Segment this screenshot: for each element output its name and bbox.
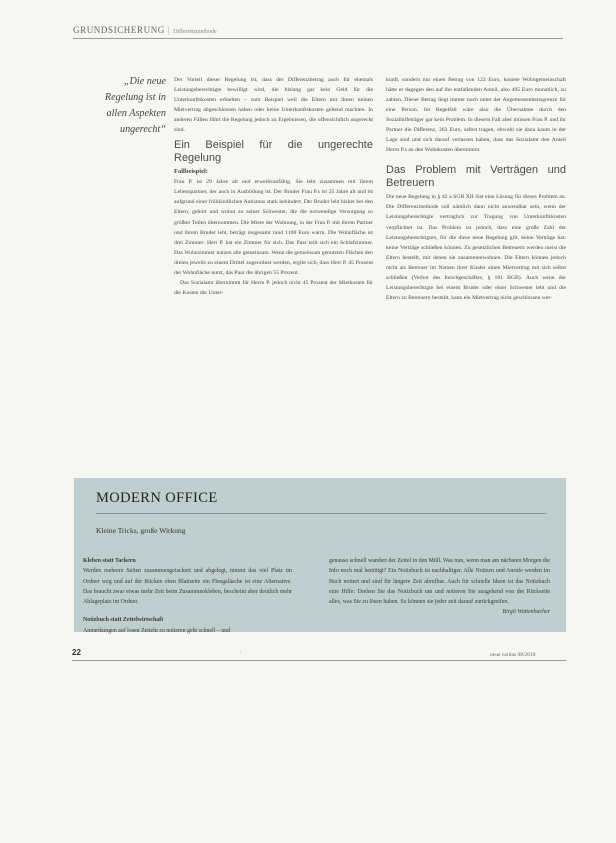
example-label: Fallbeispiel: (174, 168, 208, 176)
magazine-issue: neue caritas 08/2018 (490, 652, 536, 658)
tip-text: Anmerkungen auf losen Zetteln zu notieren geht schnell – und (83, 627, 231, 634)
tip-title: Kleben statt Tackern (83, 558, 136, 564)
tip-title: Notizbuch statt Zettelwirtschaft (83, 617, 164, 624)
paragraph: Der Vorteil dieser Regelung ist, dass der Differenzbetrag auch für ehemals Leistungsberechtigte bewilligt wird, die bislang gar kein Geld für die Unterkunftskosten erhielten – zum Beispiel weil die Eltern mit ihnen keinen Mietvertrag abgeschlossen haben oder keine Unterkunftskosten geltend machten. In anderen Fällen führt die Regelung jedoch zu Ergebnissen, die offensichtlich ungerecht sind. (174, 77, 373, 134)
author-signature: Birgit Wattenbacher (502, 609, 550, 616)
modern-office-box (74, 478, 566, 632)
section-heading: Das Problem mit Verträgen und Betreuern (386, 164, 566, 189)
footer-rule (72, 660, 566, 661)
tip-text: Werden mehrere Seiten zusammengetackert und abgelegt, nimmt das viel Platz im Ordner weg und auf der Rücken oben Blattseite ein Fleegaläsche ist eine Alternative. Das braucht zwar etwas mehr Zeit beim Zusammenkleben, bescheint aber deutlich mehr Ablageplatz im Ordner. (83, 568, 292, 606)
running-header: GRUNDSICHERUNG | Differenzmethode (73, 25, 217, 35)
box-title: MODERN OFFICE (96, 490, 218, 506)
paragraph: kunft, sondern nur einen Betrag von 122 Euro, kostete Wohngemeinschaft hätte er dagegen den auf ihn entfallenden Anteil, also 495 Euro monatlich, zu zahlen. Dieser Betrag liegt immer noch unter der Angemessenheitsgrenze für eine Person. Im Regelfall wäre also die Übernahme durch den Sozialhilfeträger gar kein Problem. In diesem Fall aber müssen Frau P. und ihr Partner die Differenz, 363 Euro, selbst tragen, obwohl sie dazu kaum in der Lage sind und sich darauf verlassen haben, dass das Sozialamt den Anteil Herrn P.s an den Wohnkosten übernimmt. (386, 77, 566, 154)
box-column-1 (83, 556, 292, 636)
header-rule (73, 38, 563, 39)
paragraph: Das Sozialamt übernimmt für Herrn P. jedoch nicht 45 Prozent der Mietkosten für die Kosten der Unter- (174, 279, 373, 296)
header-section: GRUNDSICHERUNG (73, 25, 165, 35)
paragraph: Die neue Regelung in § 42 a SGB XII löst eine Lösung für dieses Problem an. Die Differenzmethode soll nämlich dann nicht anwendbar sein, wenn der Leistungsberechtigte vertraglich zur Tragung von Unterkunftskosten verpflichtet ist. Das Problem ist jedoch, dass eine große Zahl der Leistungsberechtigten, für die diese neue Regelung gilt, keine Verträge hat: keine Verträge schließen können. Zu gesetzlichen Betreuern werden meist die Eltern bestellt, mit denen sie zusammenwohnen. Die Eltern können jedoch nicht als Betreuer im Namen ihrer Kinder einen Mietvertrag mit sich selbst schließen (Verbot des Insichgeschäftes, § 181 BGB). Auch wenn der Leistungsberechtigte bei einem Bruder oder einer Schwester lebt und die Eltern zu Betreuern bestellt, kann ein Mietvertrag nicht geschlossen wer- (386, 194, 566, 301)
footer-mark: / (240, 650, 242, 655)
paragraph: Frau P. ist 29 Jahre alt und erwerbsunfähig. Sie lebt zusammen mit ihrem Lebenspartner, der auch in Ausbildung ist. Der Bruder Frau P.s ist 25 Jahre alt und ist aufgrund einer frühkindlichen Autismus stark behindert. Der Bruder lebt bisher bei den Eltern, gehört und wohnt zu seiner Schwester, die die notwendige Versorgung so größter Teilen übernommen. Die Miete der Wohnung, in der Frau P. mit ihrem Partner und ihrem Bruder lebt, beträgt insgesamt rund 1100 Euro warm. Die Wohnfläche ist drei Zimmer: Herr P. hat ein Zimmer für sich. Das Paar teilt sich ein Schlafzimmer. Das Wohnzimmer nutzen alle gemeinsam. Wenn die gemeinsam genutzten Flächen den dreien jeweils zu einem Drittel zugeordnet werden, ergibt sich, dass Herr P. 45 Prozent der Wohnfläche nutzt, das Paar die übrigen 55 Prozent. (174, 179, 373, 276)
section-heading: Ein Beispiel für die ungerechte Regelung (174, 139, 373, 164)
box-rule (96, 513, 546, 514)
page-number: 22 (72, 648, 81, 657)
article-column-2 (386, 75, 566, 303)
tip-text: genauso schnell wandert der Zettel in den Müll. Was nun, wenn man am nächsten Morgen die Info noch mal benötigt? Ein Notizbuch ist nachhaltiger. Alle Notizen und Anrufe werden im Buch notiert und sind für längere Zeit abrufbar. Auch für schnelle Ideen ist das Notizbuch eine Hilfe: Drehen Sie das Notizbuch um und notieren Sie ausgehend von der Rückseite alles, was Sie zu lösen haben. So können sie jeder zeit darauf zurückgreifen. (329, 558, 550, 606)
header-subsection: Differenzmethode (173, 29, 217, 35)
box-column-2 (329, 556, 550, 618)
box-subtitle: Kleine Tricks, große Wirkung (96, 526, 186, 535)
article-column-1 (174, 75, 373, 298)
pull-quote: „Die neue Regelung ist in allen Aspekten ungerecht“ (104, 76, 166, 135)
